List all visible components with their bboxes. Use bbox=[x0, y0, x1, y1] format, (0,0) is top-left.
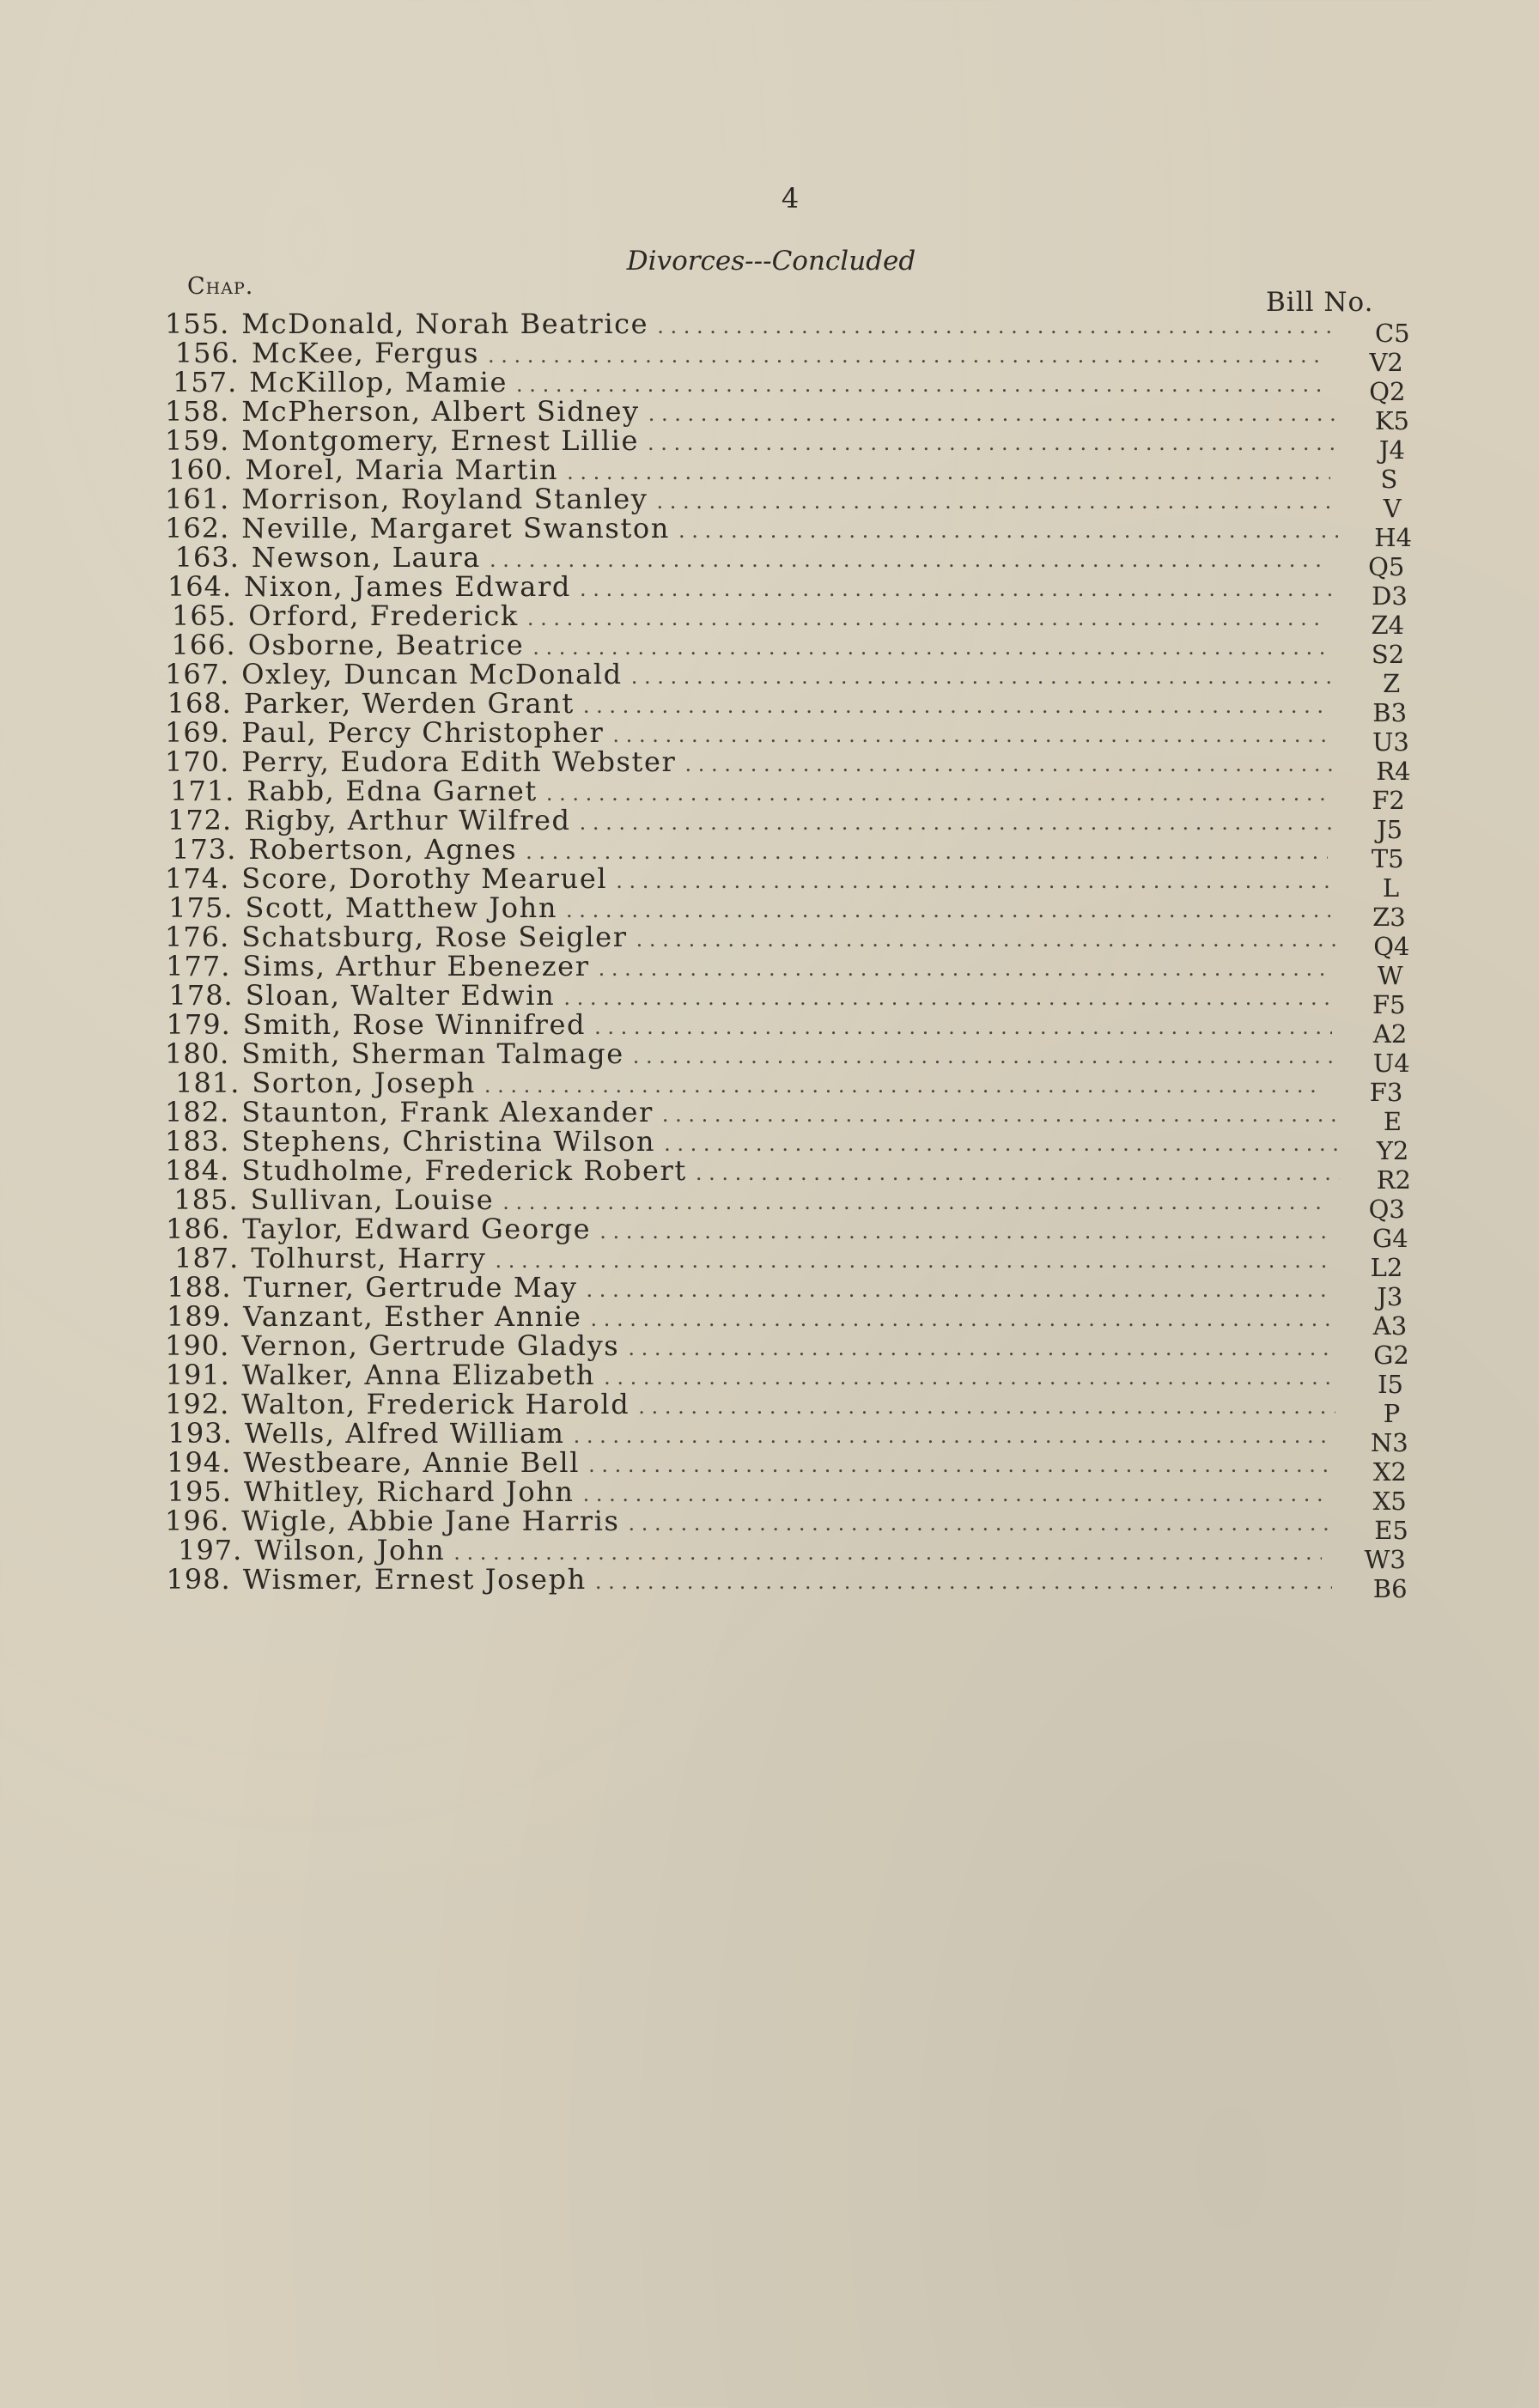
chapter-number: 174. bbox=[165, 862, 230, 895]
bill-number: Z4 bbox=[1371, 611, 1405, 640]
list-item bbox=[165, 424, 1419, 465]
person-name: Sims, Arthur Ebenezer bbox=[242, 950, 590, 982]
chapter-number: 155. bbox=[165, 307, 230, 340]
dot-leader bbox=[580, 808, 1331, 837]
dot-leader bbox=[580, 575, 1331, 604]
person-name: Stephens, Christina Wilson bbox=[241, 1125, 656, 1158]
person-name: Osborne, Beatrice bbox=[247, 629, 525, 661]
person-name: Turner, Gertrude May bbox=[243, 1271, 578, 1304]
chapter-number: 182. bbox=[165, 1096, 230, 1128]
person-name: Score, Dorothy Mearuel bbox=[241, 862, 608, 895]
chapter-number: 175. bbox=[168, 891, 234, 924]
chapter-number: 166. bbox=[171, 629, 236, 661]
person-name: Paul, Percy Christopher bbox=[241, 716, 605, 749]
dot-leader bbox=[526, 837, 1327, 867]
page-number: 4 bbox=[781, 182, 800, 215]
list-item bbox=[165, 745, 1419, 786]
person-name: Sorton, Joseph bbox=[252, 1067, 476, 1099]
chapter-number: 188. bbox=[167, 1271, 232, 1304]
list-item bbox=[165, 1563, 1419, 1603]
dot-leader bbox=[587, 1275, 1332, 1304]
person-name: Orford, Frederick bbox=[248, 599, 519, 632]
dot-leader bbox=[563, 983, 1329, 1012]
person-name: Nixon, James Edward bbox=[244, 570, 571, 603]
bill-number: G2 bbox=[1373, 1341, 1409, 1370]
chapter-number: 179. bbox=[166, 1008, 231, 1041]
chapter-number: 156. bbox=[174, 337, 240, 369]
chapter-number: 163. bbox=[174, 541, 240, 574]
list-item bbox=[165, 1037, 1419, 1078]
person-name: Whitley, Richard John bbox=[243, 1475, 575, 1508]
bill-number: C5 bbox=[1374, 319, 1410, 348]
chapter-number: 165. bbox=[171, 599, 237, 632]
bill-number: X2 bbox=[1372, 1457, 1407, 1487]
chapter-number: 195. bbox=[167, 1475, 232, 1508]
bill-number: F5 bbox=[1372, 990, 1406, 1019]
dot-leader bbox=[648, 429, 1336, 458]
dot-leader bbox=[546, 779, 1329, 808]
dot-leader bbox=[588, 1450, 1332, 1480]
chapter-number: 167. bbox=[165, 658, 230, 690]
person-name: Taylor, Edward George bbox=[242, 1213, 592, 1245]
chapter-number: 181. bbox=[175, 1067, 240, 1099]
list-item bbox=[165, 716, 1419, 757]
list-item bbox=[165, 307, 1419, 348]
list-item bbox=[165, 541, 1419, 581]
dot-leader bbox=[490, 545, 1325, 575]
list-item bbox=[165, 1125, 1419, 1165]
divorce-entries-list bbox=[165, 307, 1419, 1603]
list-item bbox=[165, 1475, 1419, 1516]
list-item bbox=[165, 1446, 1419, 1487]
bill-number: V2 bbox=[1369, 348, 1403, 377]
chapter-number: 159. bbox=[165, 424, 230, 457]
person-name: Morrison, Royland Stanley bbox=[241, 483, 648, 515]
person-name: McKillop, Mamie bbox=[249, 366, 508, 398]
bill-number: J3 bbox=[1377, 1282, 1403, 1311]
dot-leader bbox=[678, 516, 1338, 545]
dot-leader bbox=[594, 1012, 1332, 1042]
list-item bbox=[165, 599, 1419, 640]
dot-leader bbox=[696, 1158, 1340, 1188]
bill-number: B3 bbox=[1372, 698, 1408, 727]
section-title: Divorces---Concluded bbox=[626, 246, 916, 277]
list-item bbox=[165, 366, 1419, 406]
chapter-number: 185. bbox=[173, 1183, 239, 1216]
chap-column-header: Chap. bbox=[187, 273, 254, 300]
list-item bbox=[165, 483, 1419, 523]
bill-number: R2 bbox=[1376, 1165, 1412, 1195]
list-item bbox=[165, 337, 1419, 377]
chapter-number: 186. bbox=[165, 1213, 231, 1245]
bill-number: Q5 bbox=[1368, 552, 1405, 581]
bill-number: N3 bbox=[1370, 1428, 1408, 1457]
dot-leader bbox=[488, 341, 1324, 370]
list-item bbox=[165, 921, 1419, 961]
dot-leader bbox=[583, 1480, 1332, 1509]
dot-leader bbox=[566, 896, 1330, 925]
list-item bbox=[165, 1008, 1419, 1049]
list-item bbox=[165, 1067, 1419, 1107]
bill-number: S2 bbox=[1371, 640, 1405, 669]
bill-number: B6 bbox=[1372, 1574, 1408, 1603]
dot-leader bbox=[656, 487, 1336, 516]
dot-leader bbox=[657, 312, 1336, 341]
chapter-number: 160. bbox=[168, 453, 234, 486]
person-name: Sloan, Walter Edwin bbox=[245, 979, 556, 1012]
bill-number: Q4 bbox=[1373, 932, 1410, 961]
dot-leader bbox=[631, 662, 1335, 691]
list-item bbox=[165, 1213, 1419, 1253]
list-item bbox=[165, 1417, 1419, 1457]
bill-number: T5 bbox=[1371, 844, 1404, 873]
dot-leader bbox=[583, 691, 1331, 721]
bill-number: A2 bbox=[1372, 1019, 1408, 1049]
chapter-number: 191. bbox=[165, 1359, 230, 1391]
bill-number: V bbox=[1383, 494, 1402, 523]
bill-number: G4 bbox=[1372, 1224, 1408, 1253]
bill-number: F3 bbox=[1369, 1078, 1403, 1107]
chapter-number: 198. bbox=[166, 1563, 231, 1596]
person-name: Oxley, Duncan McDonald bbox=[241, 658, 623, 690]
list-item bbox=[165, 512, 1419, 552]
bill-number: Z bbox=[1383, 669, 1401, 698]
dot-leader bbox=[664, 1129, 1337, 1158]
bill-number: W3 bbox=[1364, 1545, 1406, 1574]
bill-number: P bbox=[1383, 1399, 1401, 1428]
list-item bbox=[165, 687, 1419, 727]
bill-number: I5 bbox=[1378, 1370, 1403, 1399]
chapter-number: 161. bbox=[165, 483, 230, 515]
chapter-number: 158. bbox=[165, 395, 230, 428]
bill-number: Z3 bbox=[1372, 903, 1406, 932]
dot-leader bbox=[595, 1567, 1332, 1596]
chapter-number: 189. bbox=[166, 1300, 232, 1333]
bill-number: Q2 bbox=[1369, 377, 1406, 406]
dot-leader bbox=[495, 1246, 1324, 1275]
chapter-number: 178. bbox=[168, 979, 234, 1012]
dot-leader bbox=[527, 604, 1328, 633]
person-name: Wismer, Ernest Joseph bbox=[242, 1563, 587, 1596]
chapter-number: 193. bbox=[167, 1417, 233, 1450]
person-name: Perry, Eudora Edith Webster bbox=[241, 745, 677, 778]
person-name: Vanzant, Esther Annie bbox=[243, 1300, 582, 1333]
bill-number: L2 bbox=[1370, 1253, 1403, 1282]
list-item bbox=[165, 862, 1419, 903]
dot-leader bbox=[599, 954, 1333, 983]
list-item bbox=[165, 1183, 1419, 1224]
dot-leader bbox=[574, 1421, 1331, 1450]
chapter-number: 187. bbox=[174, 1242, 240, 1274]
list-item bbox=[165, 1505, 1419, 1545]
bill-number: E5 bbox=[1374, 1516, 1408, 1545]
person-name: Montgomery, Ernest Lillie bbox=[241, 424, 640, 457]
person-name: Vernon, Gertrude Gladys bbox=[241, 1329, 620, 1362]
person-name: Smith, Sherman Talmage bbox=[241, 1037, 624, 1070]
dot-leader bbox=[502, 1188, 1325, 1217]
bill-number: A3 bbox=[1372, 1311, 1408, 1341]
list-item bbox=[165, 1271, 1419, 1311]
dot-leader bbox=[633, 1042, 1335, 1071]
chapter-number: 184. bbox=[165, 1154, 230, 1187]
list-item bbox=[165, 1300, 1419, 1341]
chapter-number: 176. bbox=[165, 921, 230, 953]
person-name: Wilson, John bbox=[254, 1534, 446, 1566]
list-item bbox=[165, 1242, 1419, 1282]
chapter-number: 162. bbox=[165, 512, 230, 544]
chapter-number: 196. bbox=[165, 1505, 230, 1537]
chapter-number: 180. bbox=[165, 1037, 230, 1070]
bill-number: W bbox=[1377, 961, 1403, 990]
bill-number: D3 bbox=[1372, 581, 1408, 611]
person-name: Neville, Margaret Swanston bbox=[241, 512, 670, 544]
dot-leader bbox=[532, 633, 1328, 662]
bill-number: F2 bbox=[1372, 786, 1405, 815]
bill-number: J4 bbox=[1378, 435, 1405, 465]
person-name: McDonald, Norah Beatrice bbox=[241, 307, 649, 340]
bill-no-column-header: Bill No. bbox=[1266, 287, 1374, 318]
dot-leader bbox=[604, 1363, 1333, 1392]
person-name: Wigle, Abbie Jane Harris bbox=[241, 1505, 620, 1537]
person-name: Staunton, Frank Alexander bbox=[241, 1096, 654, 1128]
list-item bbox=[165, 833, 1419, 873]
list-item bbox=[165, 1359, 1419, 1399]
person-name: Parker, Werden Grant bbox=[243, 687, 575, 720]
bill-number: Q3 bbox=[1368, 1195, 1405, 1224]
list-item bbox=[165, 570, 1419, 611]
chapter-number: 173. bbox=[172, 833, 237, 866]
dot-leader bbox=[648, 399, 1336, 429]
dot-leader bbox=[629, 1509, 1335, 1538]
bill-number: H4 bbox=[1374, 523, 1413, 552]
person-name: McKee, Fergus bbox=[252, 337, 479, 369]
list-item bbox=[165, 1329, 1419, 1370]
person-name: Rigby, Arthur Wilfred bbox=[244, 804, 571, 836]
person-name: Westbeare, Annie Bell bbox=[243, 1446, 581, 1479]
chapter-number: 190. bbox=[165, 1329, 230, 1362]
person-name: Newson, Laura bbox=[251, 541, 481, 574]
dot-leader bbox=[638, 1392, 1335, 1421]
dot-leader bbox=[636, 925, 1335, 954]
person-name: Walker, Anna Elizabeth bbox=[241, 1359, 596, 1391]
chapter-number: 164. bbox=[167, 570, 233, 603]
list-item bbox=[165, 950, 1419, 990]
chapter-number: 172. bbox=[167, 804, 233, 836]
dot-leader bbox=[612, 721, 1333, 750]
bill-number: K5 bbox=[1374, 406, 1409, 435]
chapter-number: 194. bbox=[167, 1446, 232, 1479]
bill-number: U3 bbox=[1372, 727, 1409, 757]
dot-leader bbox=[616, 867, 1334, 896]
chapter-number: 170. bbox=[165, 745, 230, 778]
bill-number: E bbox=[1383, 1107, 1402, 1136]
list-item bbox=[165, 1388, 1419, 1428]
person-name: Scott, Matthew John bbox=[245, 891, 558, 924]
person-name: McPherson, Albert Sidney bbox=[241, 395, 640, 428]
bill-number: R4 bbox=[1376, 757, 1411, 786]
list-item bbox=[165, 979, 1419, 1019]
person-name: Walton, Frederick Harold bbox=[241, 1388, 630, 1420]
bill-number: U4 bbox=[1372, 1049, 1410, 1078]
list-item bbox=[165, 1154, 1419, 1195]
chapter-number: 197. bbox=[178, 1534, 243, 1566]
chapter-number: 169. bbox=[165, 716, 230, 749]
person-name: Schatsburg, Rose Seigler bbox=[241, 921, 628, 953]
dot-leader bbox=[591, 1304, 1332, 1334]
chapter-number: 171. bbox=[170, 775, 235, 807]
person-name: Robertson, Agnes bbox=[248, 833, 518, 866]
list-item bbox=[165, 453, 1419, 494]
list-item bbox=[165, 804, 1419, 844]
chapter-number: 183. bbox=[165, 1125, 230, 1158]
bill-number: Y2 bbox=[1376, 1136, 1409, 1165]
list-item bbox=[165, 395, 1419, 435]
dot-leader bbox=[684, 750, 1338, 779]
list-item bbox=[165, 1096, 1419, 1136]
dot-leader bbox=[628, 1334, 1335, 1363]
bill-number: X5 bbox=[1372, 1487, 1407, 1516]
chapter-number: 168. bbox=[167, 687, 232, 720]
list-item bbox=[165, 1534, 1419, 1574]
dot-leader bbox=[662, 1100, 1337, 1129]
list-item bbox=[165, 629, 1419, 669]
chapter-number: 177. bbox=[166, 950, 231, 982]
person-name: Tolhurst, Harry bbox=[251, 1242, 487, 1274]
bill-number: L bbox=[1382, 873, 1400, 903]
person-name: Morel, Maria Martin bbox=[245, 453, 559, 486]
bill-number: S bbox=[1380, 465, 1398, 494]
chapter-number: 157. bbox=[173, 366, 238, 398]
dot-leader bbox=[567, 458, 1330, 487]
dot-leader bbox=[599, 1217, 1332, 1246]
person-name: Rabb, Edna Garnet bbox=[246, 775, 538, 807]
person-name: Studholme, Frederick Robert bbox=[241, 1154, 687, 1187]
person-name: Sullivan, Louise bbox=[250, 1183, 495, 1216]
bill-number: J5 bbox=[1376, 815, 1403, 844]
person-name: Smith, Rose Winnifred bbox=[242, 1008, 587, 1041]
list-item bbox=[165, 658, 1419, 698]
chapter-number: 192. bbox=[165, 1388, 230, 1420]
person-name: Wells, Alfred William bbox=[244, 1417, 565, 1450]
list-item bbox=[165, 891, 1419, 932]
list-item bbox=[165, 775, 1419, 815]
